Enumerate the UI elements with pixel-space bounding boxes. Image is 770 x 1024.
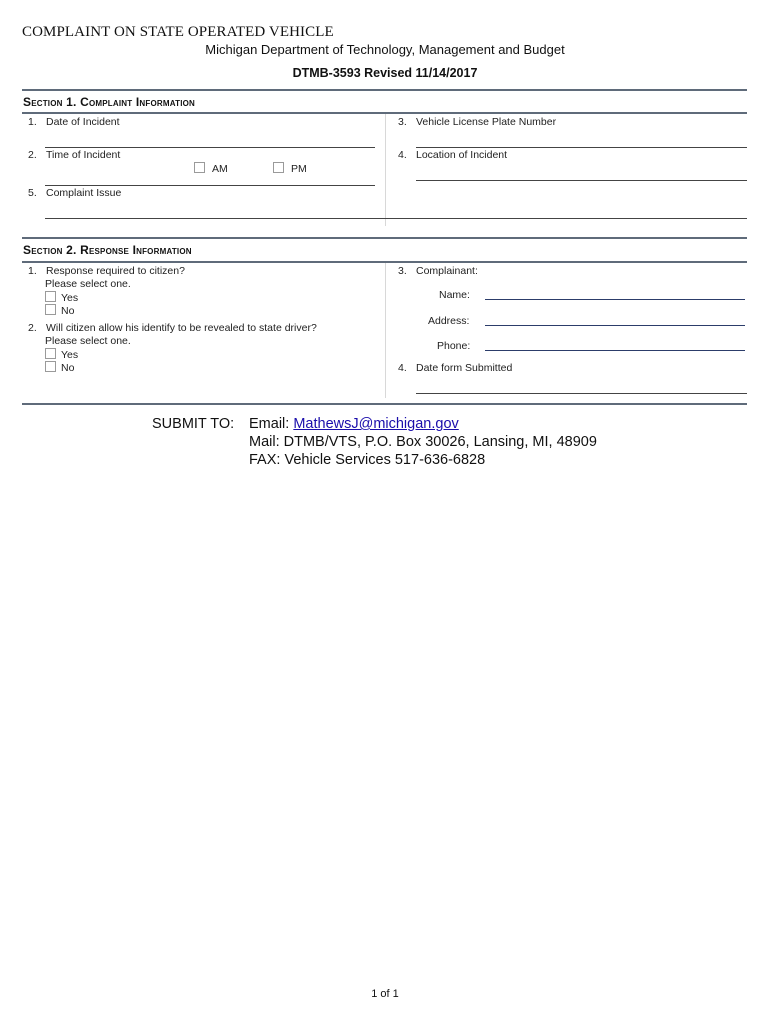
complainant-label: 3. Complainant:	[398, 265, 478, 277]
complaint-issue-field[interactable]	[45, 218, 747, 219]
section1-heading: Section 1. Complaint Information	[23, 95, 196, 109]
response-no-label: No	[61, 305, 75, 317]
complainant-phone-label: Phone:	[437, 340, 471, 352]
pm-checkbox[interactable]	[273, 162, 284, 173]
location-label: 4. Location of Incident	[398, 149, 508, 161]
section2-bottom-rule	[22, 403, 747, 405]
section2-heading: Section 2. Response Information	[23, 243, 192, 257]
reveal-yes-label: Yes	[61, 349, 79, 361]
complainant-address-field[interactable]	[485, 325, 745, 326]
submit-to-label: SUBMIT TO:	[152, 416, 235, 432]
submit-email-line	[249, 416, 459, 432]
complainant-phone-field[interactable]	[485, 350, 745, 351]
complainant-name-label: Name:	[439, 289, 470, 301]
submit-fax-line: FAX: Vehicle Services 517-636-6828	[249, 452, 486, 468]
response-yes-label: Yes	[61, 292, 79, 304]
am-label: AM	[212, 163, 228, 175]
email-prefix: Email:	[249, 416, 290, 432]
date-of-incident-field[interactable]	[45, 147, 375, 148]
complainant-name-field[interactable]	[485, 299, 745, 300]
form-number: DTMB-3593 Revised 11/14/2017	[292, 66, 478, 80]
section2-column-divider	[385, 263, 386, 398]
section1-top-rule	[22, 89, 747, 91]
license-plate-label: 3. Vehicle License Plate Number	[398, 116, 557, 128]
page-number: 1 of 1	[371, 988, 399, 1000]
reveal-no-label: No	[61, 362, 75, 374]
section1-column-divider	[385, 114, 386, 226]
am-checkbox[interactable]	[194, 162, 205, 173]
date-of-incident-label: 1. Date of Incident	[28, 116, 120, 128]
date-submitted-field[interactable]	[416, 393, 747, 394]
section2-top-rule	[22, 237, 747, 239]
response-required-label: 1. Response required to citizen?	[28, 265, 185, 277]
license-plate-field[interactable]	[416, 147, 747, 148]
reveal-yes-checkbox[interactable]	[45, 348, 56, 359]
submit-mail-line: Mail: DTMB/VTS, P.O. Box 30026, Lansing, MI, 48909	[249, 434, 597, 450]
complaint-issue-label: 5. Complaint Issue	[28, 187, 122, 199]
complainant-address-label: Address:	[428, 315, 470, 327]
reveal-no-checkbox[interactable]	[45, 361, 56, 372]
date-submitted-label: 4. Date form Submitted	[398, 362, 513, 374]
response-no-checkbox[interactable]	[45, 304, 56, 315]
pm-label: PM	[291, 163, 307, 175]
time-of-incident-field[interactable]	[45, 185, 375, 186]
form-title: COMPLAINT ON STATE OPERATED VEHICLE	[22, 24, 334, 40]
response-required-instruction: Please select one.	[45, 278, 131, 290]
agency-name: Michigan Department of Technology, Management and Budget	[205, 42, 565, 57]
reveal-identity-label: 2. Will citizen allow his identify to be revealed to state driver?	[28, 322, 317, 334]
email-link[interactable]: MathewsJ@michigan.gov	[293, 416, 459, 432]
reveal-identity-instruction: Please select one.	[45, 335, 131, 347]
response-yes-checkbox[interactable]	[45, 291, 56, 302]
time-of-incident-label: 2. Time of Incident	[28, 149, 121, 161]
location-field[interactable]	[416, 180, 747, 181]
